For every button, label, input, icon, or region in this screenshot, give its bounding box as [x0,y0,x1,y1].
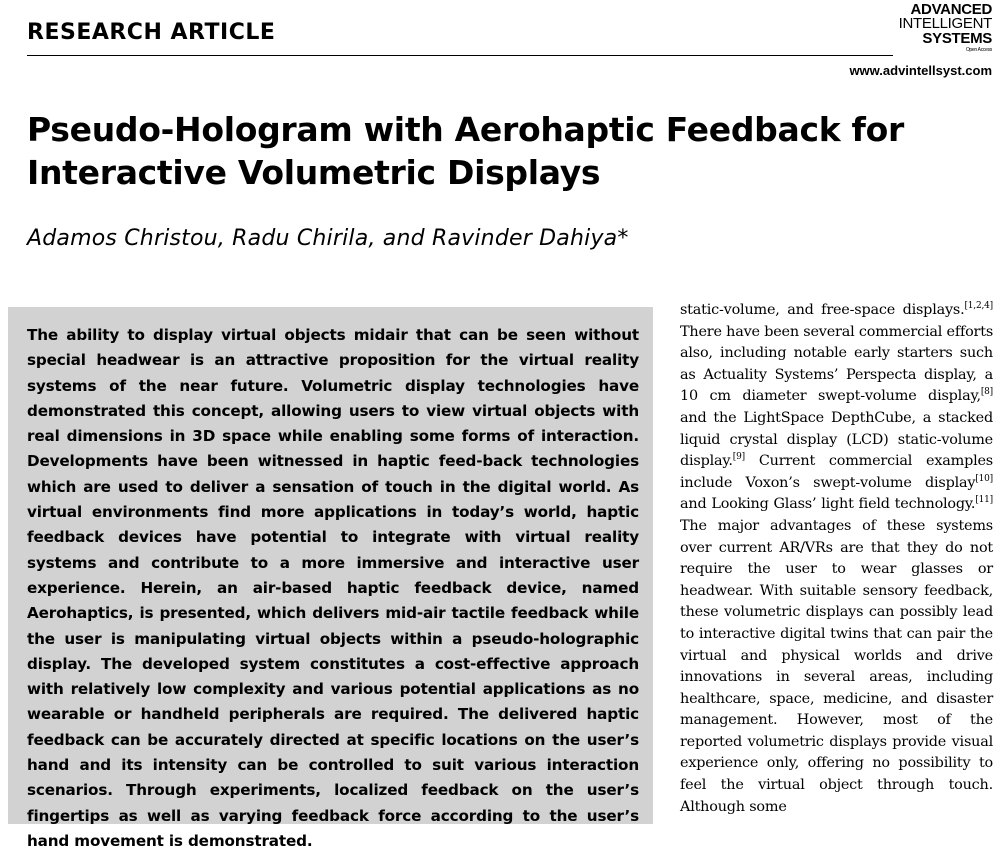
journal-logo[interactable] [892,3,992,53]
journal-logo-line: Open Access [965,46,992,53]
citation-ref[interactable]: [1,2,4] [964,301,993,312]
body-column-text [680,300,993,818]
abstract-text: The ability to display virtual objects midair that can be seen without special headwear is an attractive proposition for the virtual reality systems of the near future. Volumetric display technologies have demonstrated this concept, allowing users to view virtual objects with real dimensions in 3D space while enabling some forms of interaction. Developments have been witnessed in haptic feed-back technologies which are used to deliver a sensation of touch in the digital world. As virtual environments find more applications in today’s world, haptic feedback devices have potential to integrate with virtual reality systems and contribute to a more immersive and interactive user experience. Herein, an air-based haptic feedback device, named Aerohaptics, is presented, which delivers mid-air tactile feedback while the user is manipulating virtual objects within a pseudo-holographic display. The developed system constitutes a cost-effective approach with relatively low complexity and various potential applications as no wearable or handheld peripherals are required. The delivered haptic feedback can be accurately directed at specific locations on the user’s hand and its intensity can be controlled to suit various interaction scenarios. Through experiments, localized feedback on the user’s fingertips as well as varying feedback force according to the user’s hand movement is demonstrated. [27,326,639,850]
citation-ref[interactable]: [9] [732,452,745,463]
section-label: RESEARCH ARTICLE [27,20,276,45]
citation-ref[interactable]: [8] [980,387,993,398]
body-text-segment: and the LightSpace DepthCube, a stacked liquid crystal display (LCD) static-volume display. [680,409,993,470]
journal-logo-line: INTELLIGENT [898,15,992,33]
journal-url[interactable]: www.advintellsyst.com [849,63,992,78]
citation-ref[interactable]: [11] [975,495,993,506]
body-text-segment: The major advantages of these systems over current AR/VRs are that they do not require the user to wear glasses or headwear. With suitable sensory feedback, these volumetric displays can possibly lead to interactive digital twins that can pair the virtual and physical worlds and drive innovations in several areas, including healthcare, space, medicine, and disaster management. However, most of the reported volumetric displays provide visual experience only, offering no possibility to feel the virtual object through touch. Although some [680,517,993,815]
citation-ref[interactable]: [10] [975,473,993,484]
header-rule [27,55,893,56]
body-text-segment: and Looking Glass’ light field technology. [680,496,976,513]
journal-logo-line: ADVANCED [910,1,992,18]
body-text-segment: There have been several commercial efforts also, including notable early starters such as Actuality Systems’ Perspecta display, a 10 cm diameter swept-volume display, [680,323,994,405]
author-list: Adamos Christou, Radu Chirila, and Ravinder Dahiya* [27,226,629,251]
body-text-segment: static-volume, and free-space displays. [680,302,965,318]
body-text-segment: Current commercial examples include Voxon’s swept-volume display [680,453,993,491]
journal-logo-line: SYSTEMS [922,29,992,47]
paper-title: Pseudo-Hologram with Aerohaptic Feedback for Interactive Volumetric Displays [27,110,904,192]
